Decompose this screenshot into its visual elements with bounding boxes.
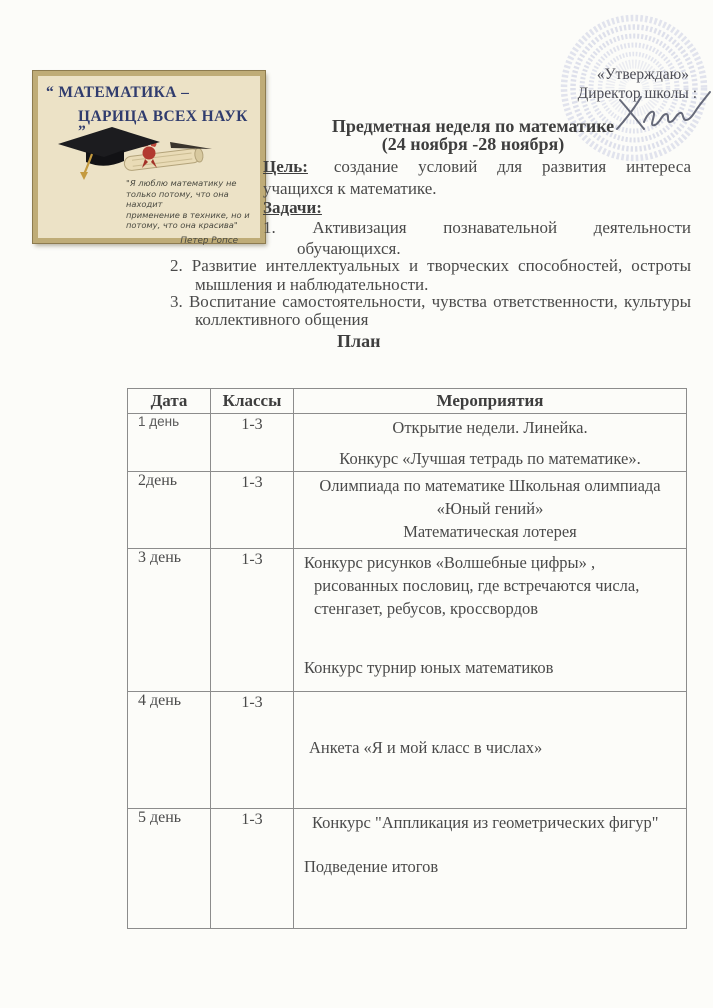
- goal-paragraph: [263, 158, 691, 176]
- goal-text: создание условий для развития интереса: [333, 157, 692, 176]
- table-row-day4: [128, 692, 687, 809]
- event-line: рисованных пословиц, где встречаются числа,: [314, 576, 640, 595]
- event-line: Открытие недели. Линейка.: [392, 418, 588, 437]
- table-row-day2: [128, 472, 687, 549]
- task-item-2-continued: мышления и наблюдательности.: [195, 275, 429, 294]
- events-cell: [294, 692, 687, 809]
- date-cell: 5 день: [128, 809, 211, 929]
- event-line: «Юный гений»: [436, 499, 544, 518]
- col-header-date: Дата: [128, 389, 211, 414]
- graduation-cap-icon: [52, 122, 222, 180]
- event-line: стенгазет, ребусов, кроссвордов: [314, 599, 539, 618]
- card-title-line1: “ МАТЕМАТИКА –: [46, 84, 190, 101]
- card-title-line2: ЦАРИЦА ВСЕХ НАУК ”: [78, 108, 248, 140]
- table-row-day3: [128, 549, 687, 692]
- tasks-label: Задачи:: [263, 198, 322, 217]
- director-label: Директор школы :: [577, 85, 697, 102]
- approval-label: «Утверждаю»: [596, 66, 689, 83]
- task-item-3: 3. Воспитание самостоятельности, чувства ответственности, культуры: [170, 292, 691, 311]
- task-item-1: 1. Активизация познавательной деятельности: [263, 218, 691, 237]
- goal-text-continued: учащихся к математике.: [263, 179, 437, 198]
- table-header-row: [128, 389, 687, 414]
- events-cell: [294, 809, 687, 929]
- event-line: Конкурс рисунков «Волшебные цифры» ,: [304, 553, 596, 572]
- plan-heading: План: [337, 331, 381, 351]
- events-cell: [294, 414, 687, 472]
- event-line: Олимпиада по математике Школьная олимпиада: [319, 476, 661, 495]
- date-cell: 3 день: [128, 549, 211, 692]
- event-line: Анкета «Я и мой класс в числах»: [309, 738, 543, 757]
- col-header-classes: Классы: [211, 389, 294, 414]
- quote-line: потому, что она красива": [126, 220, 238, 231]
- classes-cell: 1-3: [211, 549, 294, 692]
- events-cell: [294, 472, 687, 549]
- date-cell: 4 день: [128, 692, 211, 809]
- classes-cell: 1-3: [211, 414, 294, 472]
- goal-label: Цель:: [263, 157, 308, 176]
- plan-table: [127, 388, 687, 929]
- classes-cell: 1-3: [211, 472, 294, 549]
- event-line: Математическая лотерея: [403, 522, 577, 541]
- quote-line: "Я люблю математику не: [126, 178, 237, 188]
- table-row-day1: [128, 414, 687, 472]
- classes-cell: 1-3: [211, 809, 294, 929]
- task-item-1-continued: обучающихся.: [297, 239, 401, 258]
- task-item-2: 2. Развитие интеллектуальных и творческих способностей, остроты: [170, 256, 691, 275]
- quote-author: Петер Ропсе: [180, 235, 238, 246]
- event-line: Конкурс турнир юных математиков: [304, 658, 554, 677]
- events-cell: [294, 549, 687, 692]
- table-row-day5: [128, 809, 687, 929]
- math-quote-card: [33, 71, 265, 246]
- title-line2: (24 ноября -28 ноября): [381, 134, 565, 154]
- quote-line: только потому, что она находит: [126, 188, 229, 210]
- task-item-3-continued: коллективного общения: [195, 310, 369, 329]
- event-line: Конкурс "Аппликация из геометрических фигур": [312, 813, 659, 832]
- date-cell: 2день: [128, 472, 211, 549]
- quote-line: применение в технике, но и: [126, 209, 250, 220]
- col-header-events: Мероприятия: [294, 389, 687, 414]
- title-line1: Предметная неделя по математике: [331, 116, 615, 136]
- event-line: Подведение итогов: [304, 857, 439, 876]
- classes-cell: 1-3: [211, 692, 294, 809]
- card-quote: [126, 178, 250, 247]
- date-cell: 1 день: [128, 414, 211, 472]
- event-line: Конкурс «Лучшая тетрадь по математике».: [339, 449, 641, 468]
- document-title: [263, 118, 683, 153]
